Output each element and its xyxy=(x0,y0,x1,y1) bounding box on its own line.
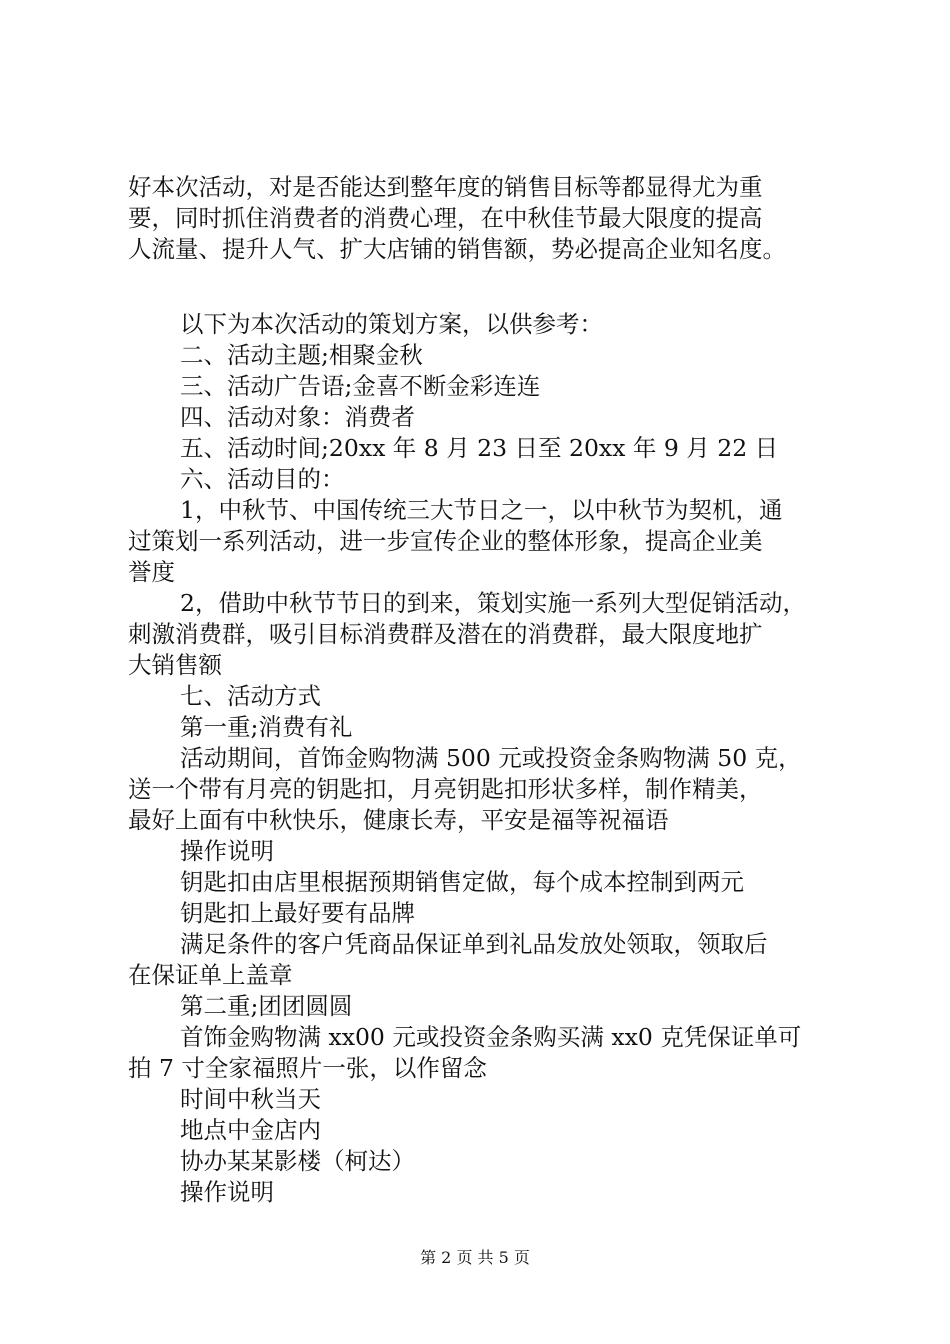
paragraph-line: 最好上面有中秋快乐，健康长寿，平安是福等祝福语 xyxy=(128,806,669,834)
paragraph-gap xyxy=(128,265,848,309)
section-heading: 二、活动主题;相聚金秋 xyxy=(180,341,423,369)
subsection-heading: 第二重;团团圆圆 xyxy=(180,992,353,1020)
paragraph-line: 1，中秋节、中国传统三大节日之一，以中秋节为契机，通 xyxy=(180,496,783,524)
paragraph-line: 2，借助中秋节节日的到来，策划实施一系列大型促销活动， xyxy=(180,589,806,617)
paragraph-line: 要，同时抓住消费者的消费心理，在中秋佳节最大限度的提高 xyxy=(128,204,763,232)
section-heading: 七、活动方式 xyxy=(180,682,321,710)
paragraph-line: 操作说明 xyxy=(180,837,274,865)
paragraph-line: 钥匙扣上最好要有品牌 xyxy=(180,899,415,927)
paragraph-line: 在保证单上盖章 xyxy=(128,961,293,989)
paragraph-line: 过策划一系列活动，进一步宣传企业的整体形象，提高企业美 xyxy=(128,527,763,555)
paragraph-line: 首饰金购物满 xx00 元或投资金条购买满 xx0 克凭保证单可 xyxy=(180,1023,802,1051)
section-heading: 六、活动目的： xyxy=(180,465,345,493)
document-body xyxy=(128,172,848,1208)
paragraph-line: 好本次活动，对是否能达到整年度的销售目标等都显得尤为重 xyxy=(128,173,763,201)
paragraph-line: 拍 7 寸全家福照片一张，以作留念 xyxy=(128,1054,487,1082)
section-heading: 三、活动广告语;金喜不断金彩连连 xyxy=(180,372,541,400)
paragraph-line: 地点中金店内 xyxy=(180,1116,321,1144)
paragraph-line: 刺激消费群，吸引目标消费群及潜在的消费群，最大限度地扩 xyxy=(128,620,763,648)
paragraph-line: 协办某某影楼（柯达） xyxy=(180,1147,415,1175)
paragraph-line: 人流量、提升人气、扩大店铺的销售额，势必提高企业知名度。 xyxy=(128,235,786,263)
paragraph-line: 满足条件的客户凭商品保证单到礼品发放处领取，领取后 xyxy=(180,930,768,958)
section-heading: 五、活动时间;20xx 年 8 月 23 日至 20xx 年 9 月 22 日 xyxy=(180,434,779,462)
page-number-footer: 第 2 页 共 5 页 xyxy=(420,1248,530,1267)
paragraph-line: 活动期间，首饰金购物满 500 元或投资金条购物满 50 克， xyxy=(180,744,802,772)
paragraph-line: 操作说明 xyxy=(180,1178,274,1206)
paragraph-line: 大销售额 xyxy=(128,651,222,679)
paragraph-line: 时间中秋当天 xyxy=(180,1085,321,1113)
paragraph-line: 钥匙扣由店里根据预期销售定做，每个成本控制到两元 xyxy=(180,868,744,896)
section-heading: 四、活动对象：消费者 xyxy=(180,403,415,431)
paragraph-line: 送一个带有月亮的钥匙扣，月亮钥匙扣形状多样，制作精美， xyxy=(128,775,763,803)
subsection-heading: 第一重;消费有礼 xyxy=(180,713,353,741)
paragraph-line: 以下为本次活动的策划方案，以供参考： xyxy=(180,310,603,338)
paragraph-line: 誉度 xyxy=(128,558,175,586)
